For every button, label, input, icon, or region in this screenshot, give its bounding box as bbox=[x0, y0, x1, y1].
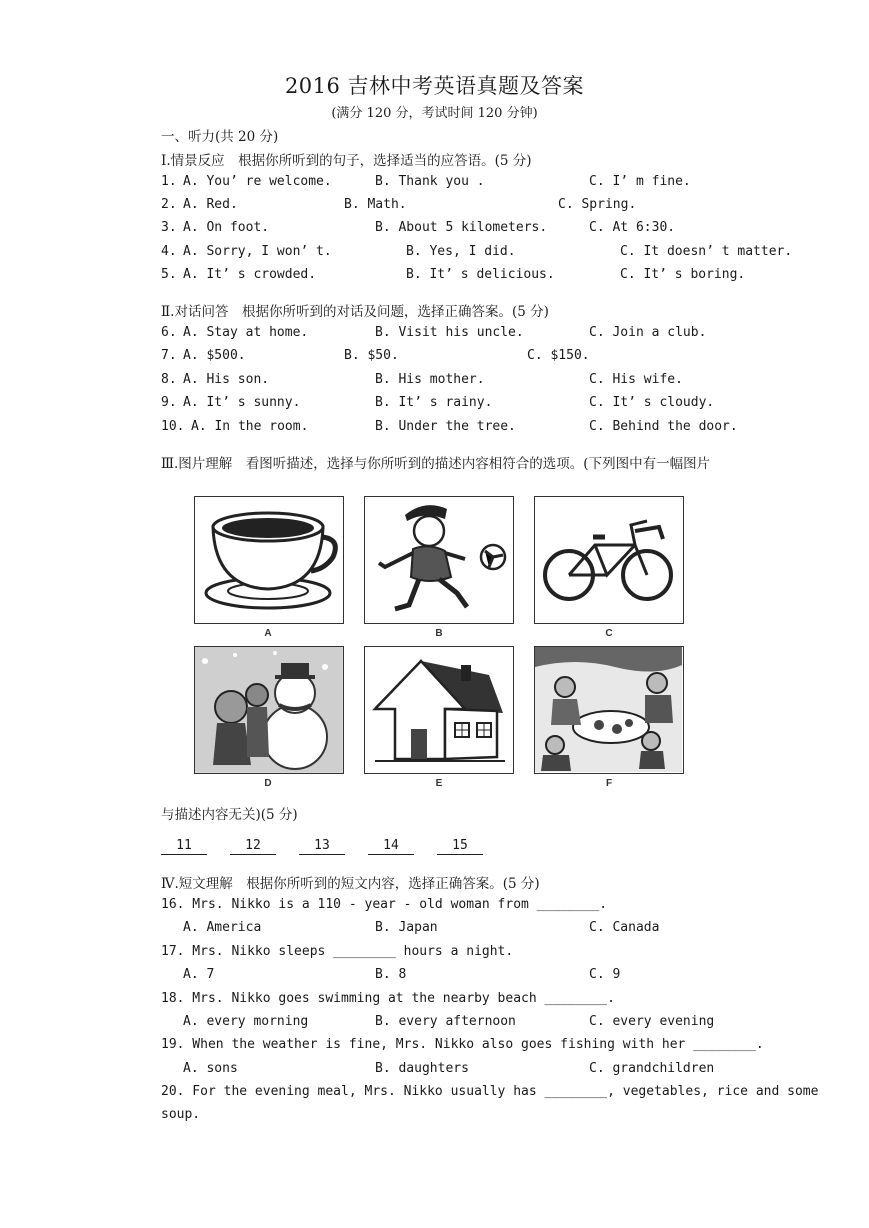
bicycle-icon bbox=[535, 497, 682, 622]
answer-blank[interactable]: 14 bbox=[368, 838, 414, 855]
answer-blank[interactable]: 15 bbox=[437, 838, 483, 855]
picture-e-label: E bbox=[435, 778, 443, 789]
picture-e bbox=[364, 646, 514, 774]
section3-heading: Ⅲ.图片理解 看图听描述，选择与你所听到的描述内容相符合的选项。(下列图中有一幅图片 bbox=[161, 456, 711, 472]
question-16: 16. Mrs. Nikko is a 110 - year - old woman from ________. bbox=[161, 897, 608, 912]
answer-blank[interactable]: 12 bbox=[230, 838, 276, 855]
picture-a-label: A bbox=[264, 628, 272, 639]
question-17: 17. Mrs. Nikko sleeps ________ hours a night. bbox=[161, 944, 514, 959]
part-one-heading: 一、听力(共 20 分) bbox=[161, 129, 279, 145]
answer-blank[interactable]: 13 bbox=[299, 838, 345, 855]
question-20: 20. For the evening meal, Mrs. Nikko usually has ________, vegetables, rice and some bbox=[161, 1084, 819, 1099]
section4-heading: Ⅳ.短文理解 根据你所听到的短文内容，选择正确答案。(5 分) bbox=[161, 876, 540, 892]
snowman-icon bbox=[195, 647, 342, 772]
coffee-cup-icon bbox=[195, 497, 342, 622]
picture-d-label: D bbox=[264, 778, 272, 789]
picture-d bbox=[194, 646, 344, 774]
picture-f bbox=[534, 646, 684, 774]
section1-heading: Ⅰ.情景反应 根据你所听到的句子，选择适当的应答语。(5 分) bbox=[161, 153, 532, 169]
question-20-cont: soup. bbox=[161, 1107, 201, 1122]
house-icon bbox=[365, 647, 512, 772]
picture-c bbox=[534, 496, 684, 624]
section3-heading-cont: 与描述内容无关)(5 分) bbox=[161, 807, 298, 823]
picnic-icon bbox=[535, 647, 682, 772]
picture-f-label: F bbox=[605, 778, 613, 789]
question-18: 18. Mrs. Nikko goes swimming at the nearby beach ________. bbox=[161, 991, 615, 1006]
answer-blank[interactable]: 11 bbox=[161, 838, 207, 855]
picture-a bbox=[194, 496, 344, 624]
question-19: 19. When the weather is fine, Mrs. Nikko also goes fishing with her ________. bbox=[161, 1037, 764, 1052]
picture-b bbox=[364, 496, 514, 624]
soccer-player-icon bbox=[365, 497, 512, 622]
section2-heading: Ⅱ.对话问答 根据你所听到的对话及问题，选择正确答案。(5 分) bbox=[161, 304, 549, 320]
page-subtitle: (满分 120 分，考试时间 120 分钟) bbox=[331, 106, 538, 121]
page-title: 2016 吉林中考英语真题及答案 bbox=[284, 74, 585, 98]
picture-c-label: C bbox=[605, 628, 613, 639]
picture-b-label: B bbox=[435, 628, 443, 639]
